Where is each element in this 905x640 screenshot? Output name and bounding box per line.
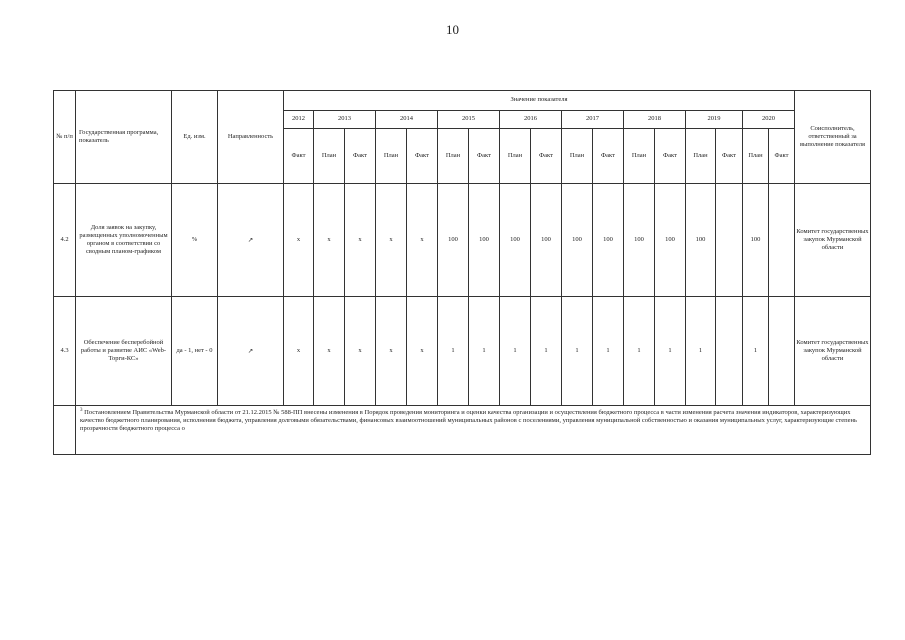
value-cell [769, 184, 795, 297]
col-plan: План [314, 129, 345, 184]
value-cell: 1 [469, 297, 500, 406]
table-row [54, 297, 871, 406]
header-executor: Соисполнитель, ответственный за выполнение показателя [795, 91, 871, 184]
header-program: Государственная программа, показатель [76, 91, 172, 184]
value-cell: 1 [743, 297, 769, 406]
year-2013: 2013 [314, 111, 376, 129]
header-values: Значение показателя [284, 91, 795, 111]
value-cell: 1 [531, 297, 562, 406]
year-2015: 2015 [438, 111, 500, 129]
row-indicator-name: Обеспечение бесперебойной работы и развитие АИС «Web-Торги-КС» [76, 297, 172, 406]
value-cell: x [407, 184, 438, 297]
value-cell: 1 [655, 297, 686, 406]
value-cell: 100 [531, 184, 562, 297]
col-plan: План [562, 129, 593, 184]
col-fact: Факт [716, 129, 743, 184]
indicator-table [53, 90, 871, 455]
col-plan: План [500, 129, 531, 184]
col-plan: План [376, 129, 407, 184]
value-cell [769, 297, 795, 406]
footnote-spacer [54, 406, 76, 455]
value-cell: x [407, 297, 438, 406]
value-cell: x [314, 184, 345, 297]
value-cell [716, 297, 743, 406]
year-2019: 2019 [686, 111, 743, 129]
footnote-text: Постановлением Правительства Мурманской области от 21.12.2015 № 588-ПП внесены изменения в Порядок проведения мониторинга и оценки качества организации и осуществления бюджетного процесса в части изменения расчета значения индикаторов, характеризующих качество бюджетного планирования, исполнения бюджета, управления долговыми обязательствами, финансовых взаимоотношений муниципальных районов с поселениями, управления муниципальной собственностью и оказания муниципальных услуг, характеризующие степень прозрачности бюджетного процесса о [80, 409, 857, 433]
col-plan: План [743, 129, 769, 184]
header-direction: Направленность [218, 91, 284, 184]
value-cell: x [376, 184, 407, 297]
footnote-mark: 3 [80, 408, 83, 413]
value-cell: 1 [438, 297, 469, 406]
row-executor: Комитет государственных закупок Мурманской области [795, 184, 871, 297]
col-plan: План [624, 129, 655, 184]
col-fact: Факт [531, 129, 562, 184]
value-cell: 100 [500, 184, 531, 297]
col-fact: Факт [345, 129, 376, 184]
year-2018: 2018 [624, 111, 686, 129]
value-cell: 1 [500, 297, 531, 406]
col-fact: Факт [655, 129, 686, 184]
value-cell: x [345, 184, 376, 297]
year-2014: 2014 [376, 111, 438, 129]
footnote-row [54, 406, 871, 455]
direction-arrow-icon: ↗ [218, 184, 284, 297]
value-cell: 1 [593, 297, 624, 406]
row-num: 4.3 [54, 297, 76, 406]
header-row-1 [54, 91, 871, 111]
col-fact: Факт [593, 129, 624, 184]
page-number: 10 [446, 22, 459, 37]
row-num: 4.2 [54, 184, 76, 297]
value-cell: x [345, 297, 376, 406]
value-cell: 100 [655, 184, 686, 297]
row-executor: Комитет государственных закупок Мурманской области [795, 297, 871, 406]
value-cell: x [376, 297, 407, 406]
header-unit: Ед. изм. [172, 91, 218, 184]
value-cell: x [314, 297, 345, 406]
value-cell: 100 [593, 184, 624, 297]
row-unit: да - 1, нет - 0 [172, 297, 218, 406]
year-2012: 2012 [284, 111, 314, 129]
value-cell [716, 184, 743, 297]
year-2016: 2016 [500, 111, 562, 129]
value-cell: 100 [438, 184, 469, 297]
col-plan: План [686, 129, 716, 184]
value-cell: 100 [624, 184, 655, 297]
value-cell: 100 [743, 184, 769, 297]
value-cell: 100 [562, 184, 593, 297]
value-cell: 1 [562, 297, 593, 406]
value-cell: 100 [686, 184, 716, 297]
year-2017: 2017 [562, 111, 624, 129]
col-plan: План [438, 129, 469, 184]
header-num: № п/п [54, 91, 76, 184]
row-unit: % [172, 184, 218, 297]
row-indicator-name: Доля заявок на закупку, размещенных уполномоченным органом в соответствии со сводным планом-графиком [76, 184, 172, 297]
col-fact: Факт [469, 129, 500, 184]
col-fact: Факт [407, 129, 438, 184]
direction-arrow-icon: ↗ [218, 297, 284, 406]
value-cell: x [284, 184, 314, 297]
col-fact: Факт [769, 129, 795, 184]
value-cell: 1 [686, 297, 716, 406]
value-cell: x [284, 297, 314, 406]
footnote [76, 406, 871, 455]
year-2020: 2020 [743, 111, 795, 129]
table-row [54, 184, 871, 297]
value-cell: 100 [469, 184, 500, 297]
value-cell: 1 [624, 297, 655, 406]
col-fact: Факт [284, 129, 314, 184]
